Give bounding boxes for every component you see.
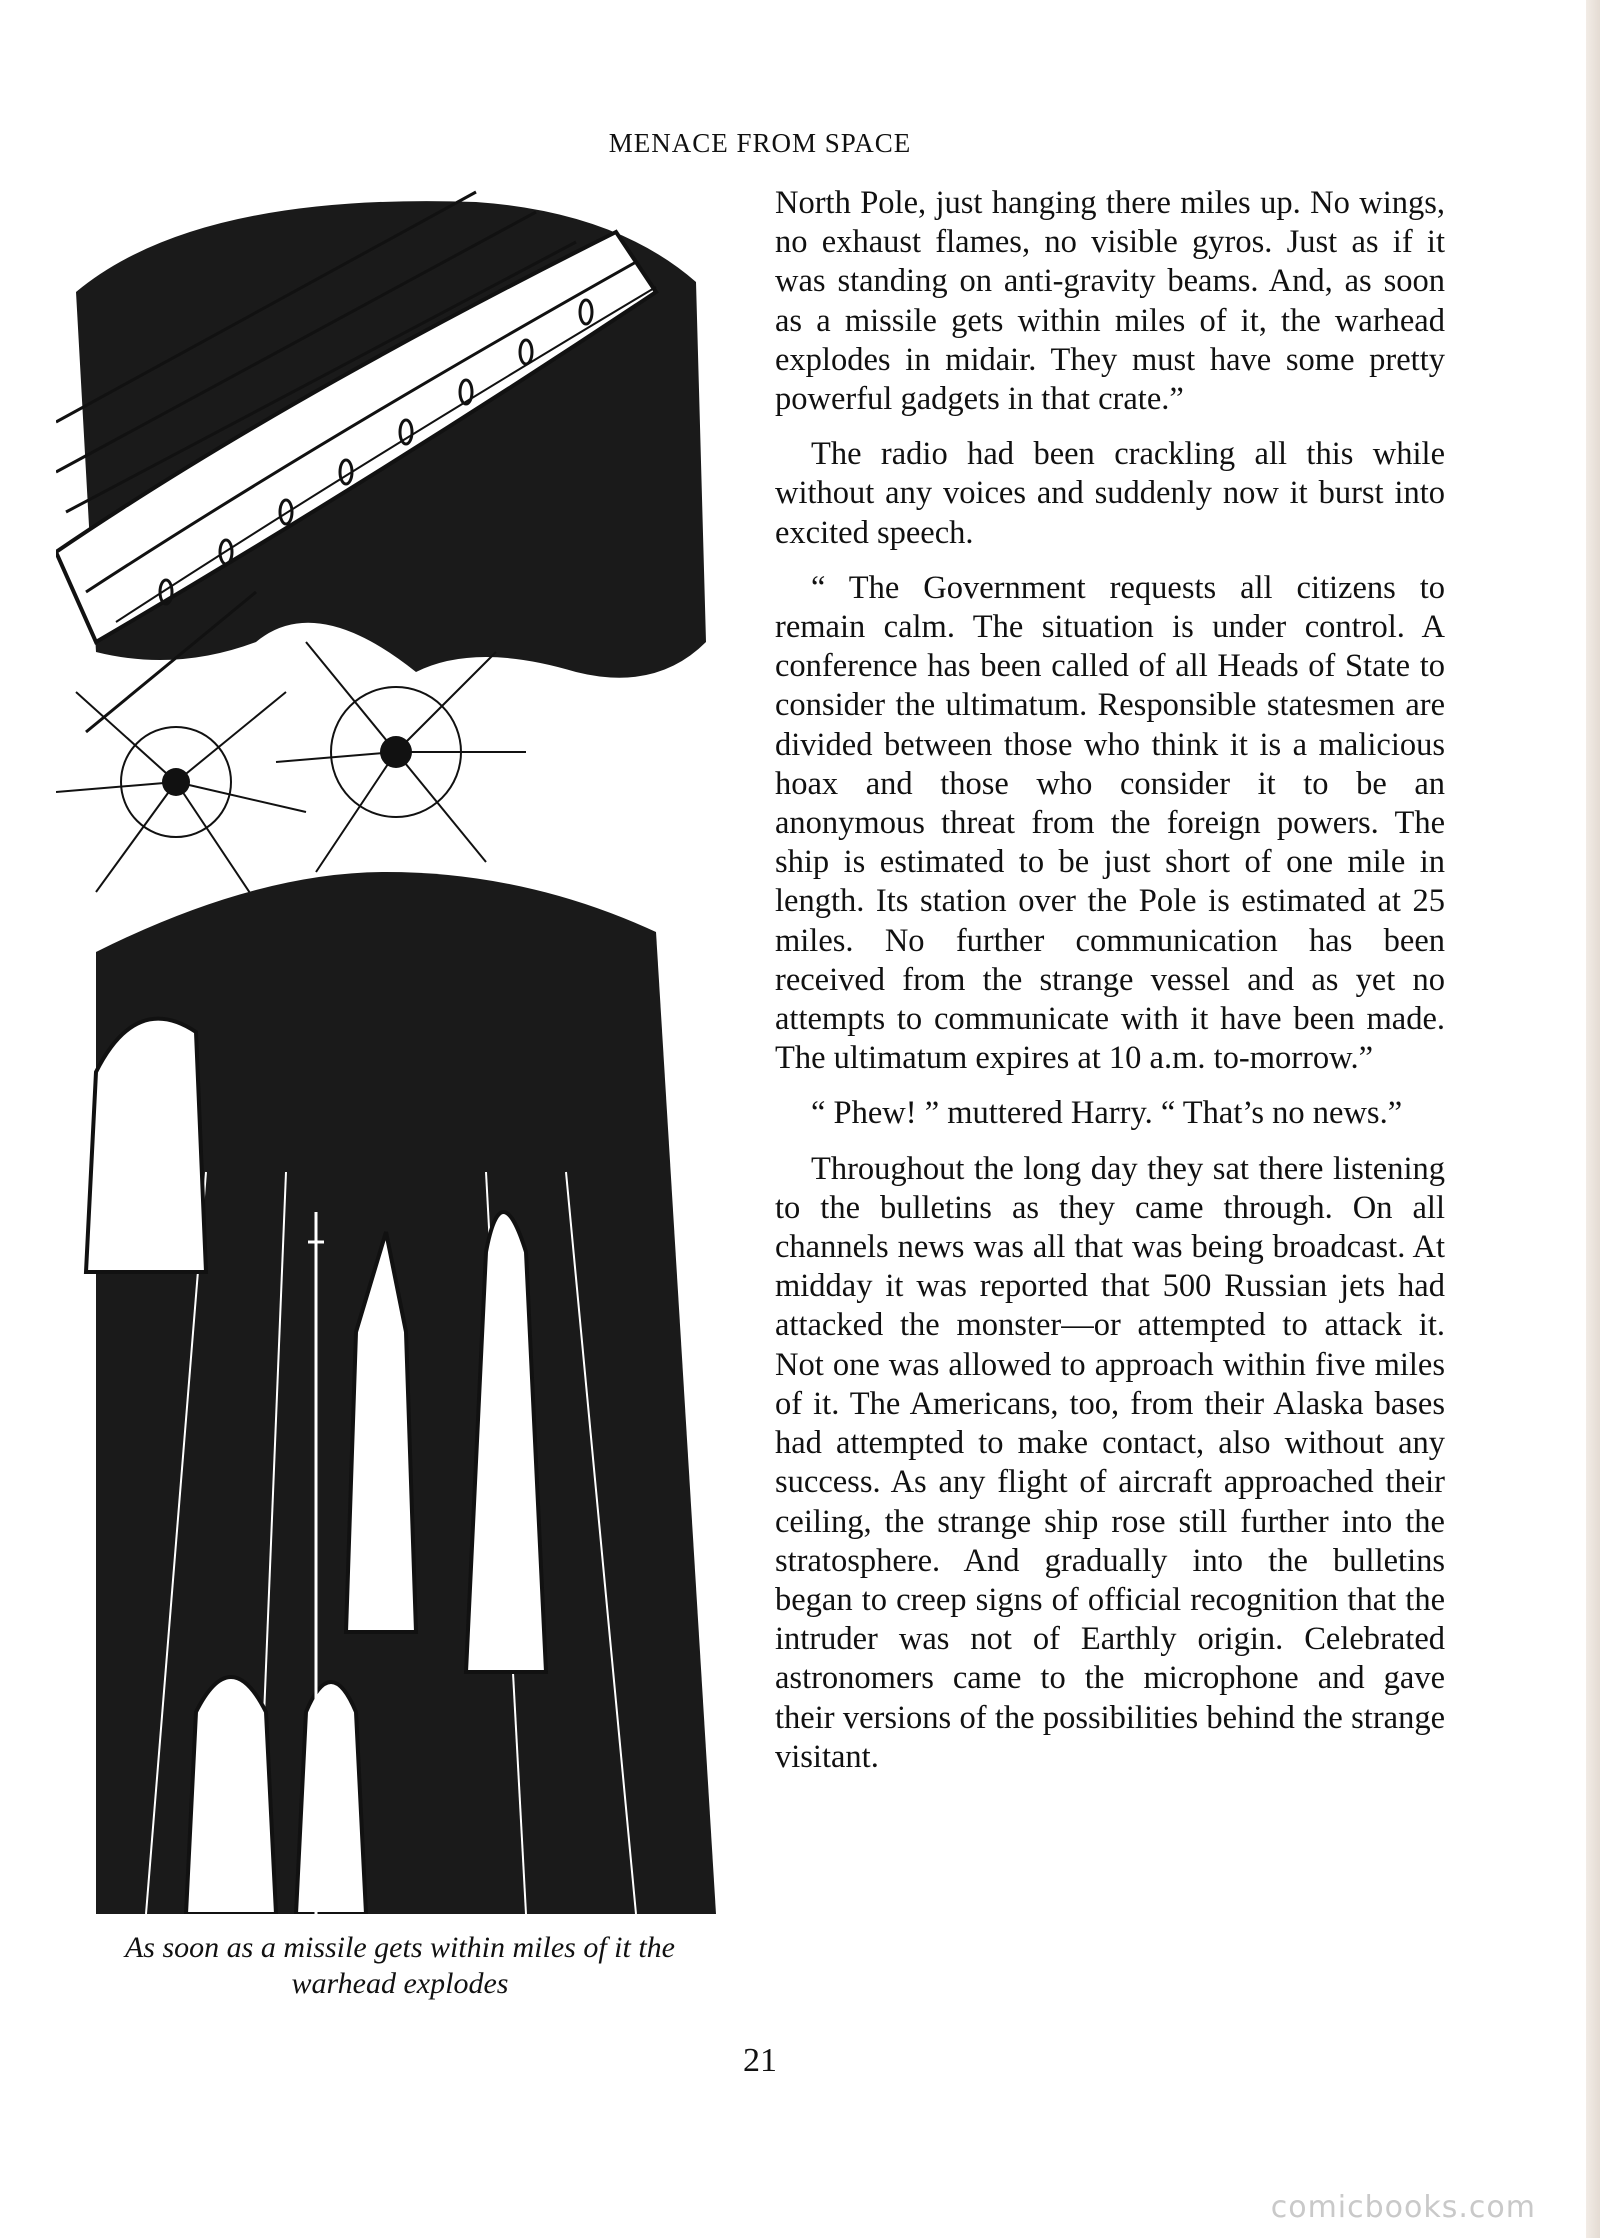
body-text-column — [775, 184, 1445, 1793]
illustration-caption: As soon as a missile gets within miles of it the warhead explodes — [124, 1931, 675, 2000]
illustration-drawing — [56, 172, 732, 1914]
body-paragraph: “ The Government requests all citizens to remain calm. The situation is under control. A conference has been called of all Heads of State to consider the ultimatum. Responsible statesmen are divided between those who think it is a malicious hoax and those who consider it to be an anonymous threat from the foreign powers. The ship is estimated to be just short of one mile in length. Its station over the Pole is estimated at 25 miles. No further communication has been received from the strange vessel and as yet no attempts to communicate with it have been made. The ultimatum expires at 10 a.m. to-morrow.” — [775, 569, 1445, 1077]
page-edge-shadow — [1586, 0, 1600, 2238]
body-paragraph: Throughout the long day they sat there listening to the bulletins as they came through. On all channels news was all that was being broadcast. At midday it was reported that 500 Russian jets had attacked the monster—or attempted to attack it. Not one was allowed to approach within five miles of it. The Americans, too, from their Alaska bases had attempted to make contact, also without any success. As any flight of aircraft approached their ceiling, the strange ship rose still further into the stratosphere. And gradually into the bulletins began to creep signs of official recognition that the intruder was not of Earthly origin. Celebrated astronomers came to the microphone and gave their versions of the possibilities behind the strange visitant. — [775, 1150, 1445, 1775]
source-watermark: comicbooks.com — [1270, 2190, 1536, 2225]
body-paragraph: North Pole, just hanging there miles up. No wings, no exhaust flames, no visible gyros. Just as if it was standing on anti-gravity beams. And, as soon as a missile gets within miles of it, the warhead explodes in midair. They must have some pretty powerful gadgets in that crate.” — [775, 185, 1445, 418]
illustration-missiles-and-spaceship — [56, 172, 732, 1914]
body-paragraph: The radio had been crackling all this while without any voices and suddenly now it burst into excited speech. — [775, 436, 1445, 551]
running-head: MENACE FROM SPACE — [608, 128, 912, 158]
page-number: 21 — [743, 2042, 777, 2079]
body-paragraph: “ Phew! ” muttered Harry. “ That’s no news.” — [811, 1095, 1403, 1132]
